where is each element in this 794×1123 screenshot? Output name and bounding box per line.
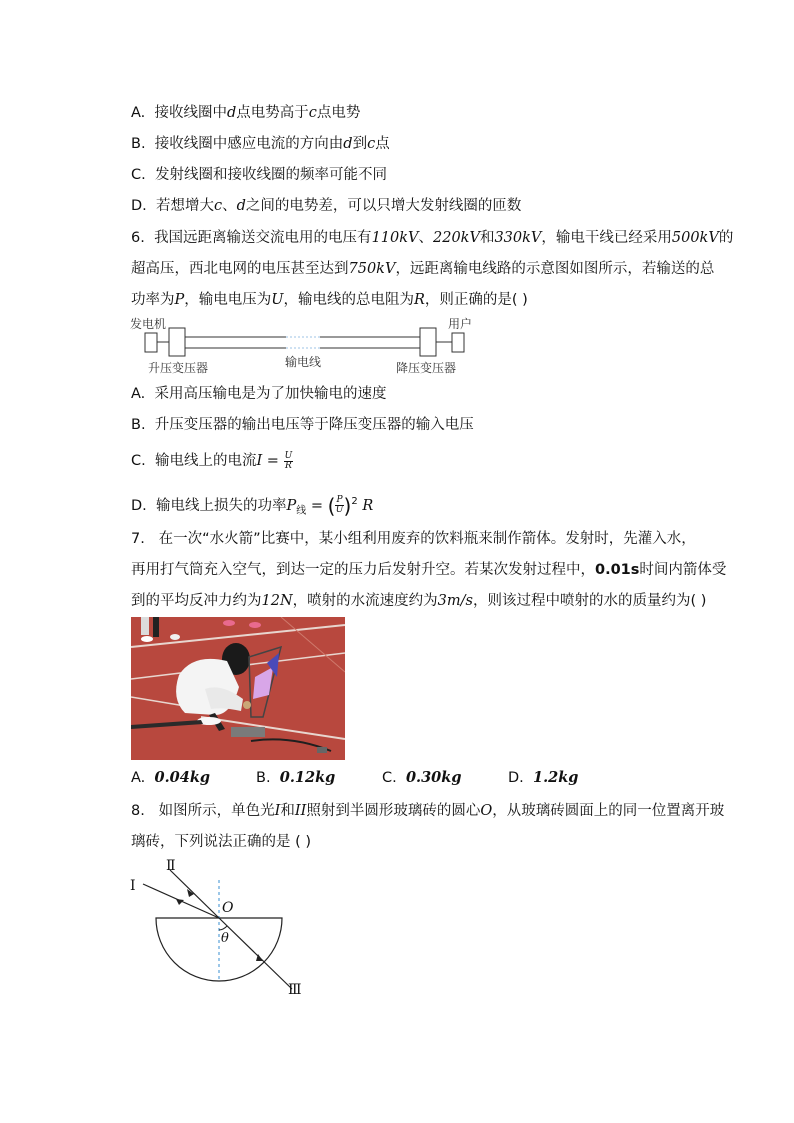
water-rocket-photo xyxy=(131,617,345,760)
center-o-label: O xyxy=(222,900,234,916)
ray-iii-label: Ⅲ xyxy=(288,982,302,998)
q7-option-d: D. 1.2kg xyxy=(508,769,579,786)
user-box xyxy=(452,333,464,352)
glass-brick-figure xyxy=(128,858,318,1003)
ray-ii-label: Ⅱ xyxy=(166,858,176,874)
q6-option-b: B. 升压变压器的输出电压等于降压变压器的输入电压 xyxy=(131,417,474,433)
fraction-p-over-u: $\frac{P}{U}$ xyxy=(335,495,344,516)
q6-option-c: C. 输电线上的电流I = $\frac{U}{R}$ xyxy=(131,450,293,471)
step-up-label: 升压变压器 xyxy=(148,361,209,375)
q6-stem-line2: 超高压，西北电网的电压甚至达到750kV，远距离输电线路的示意图如图所示，若输送的总 xyxy=(131,261,715,277)
q7-stem-line3: 到的平均反冲力约为12N，喷射的水流速度约为3m/s，则该过程中喷射的水的质量约为( ) xyxy=(131,593,707,609)
q6-option-d: D. 输电线上损失的功率$P_线$ = ( $\frac{P}{U}$ )$^2$ R xyxy=(131,493,374,518)
q7-option-a: A. 0.04kg xyxy=(131,769,211,786)
user-label: 用户 xyxy=(448,317,473,331)
generator-box xyxy=(145,333,157,352)
fraction-u-over-r: $\frac{U}{R}$ xyxy=(284,450,293,471)
q6-option-a: A. 采用高压输电是为了加快输电的速度 xyxy=(131,386,387,402)
q5-option-a: A. 接收线圈中d点电势高于c点电势 xyxy=(131,105,361,121)
ray-ii xyxy=(170,870,219,918)
q8-stem-line2: 璃砖，下列说法正确的是 ( ) xyxy=(131,834,312,850)
theta-label: θ xyxy=(221,931,229,946)
q7-stem-line2: 再用打气筒充入空气，到达一定的压力后发射升空。若某次发射过程中，0.01s时间内箭体受 xyxy=(131,562,727,578)
step-down-label: 降压变压器 xyxy=(396,361,457,375)
ray-i-label: I xyxy=(130,878,136,894)
q5-option-b: B. 接收线圈中感应电流的方向由d到c点 xyxy=(131,136,390,152)
q6-stem-line3: 功率为P，输电电压为U，输电线的总电阻为R，则正确的是( ) xyxy=(131,292,528,308)
line-label: 输电线 xyxy=(285,355,322,369)
step-down-transformer-box xyxy=(420,328,436,356)
transmission-diagram xyxy=(128,313,478,375)
q7-option-c: C. 0.30kg xyxy=(382,769,462,786)
q6-stem-line1: 6. 我国远距离输送交流电用的电压有110kV、220kV和330kV，输电干线已经采用500kV的 xyxy=(131,230,734,246)
q5-option-d: D. 若想增大c、d之间的电势差，可以只增大发射线圈的匝数 xyxy=(131,198,522,214)
generator-label: 发电机 xyxy=(130,317,167,331)
q7-stem-line1: 7. 在一次“水火箭”比赛中，某小组利用废弃的饮料瓶来制作箭体。发射时，先灌入水， xyxy=(131,531,696,547)
water-rocket-photo-svg xyxy=(131,617,345,760)
q7-option-b: B. 0.12kg xyxy=(256,769,336,786)
q5-option-c: C. 发射线圈和接收线圈的频率可能不同 xyxy=(131,167,387,183)
step-up-transformer-box xyxy=(169,328,185,356)
q8-stem-line1: 8. 如图所示，单色光I和II照射到半圆形玻璃砖的圆心O，从玻璃砖圆面上的同一位置离开玻 xyxy=(131,803,725,819)
